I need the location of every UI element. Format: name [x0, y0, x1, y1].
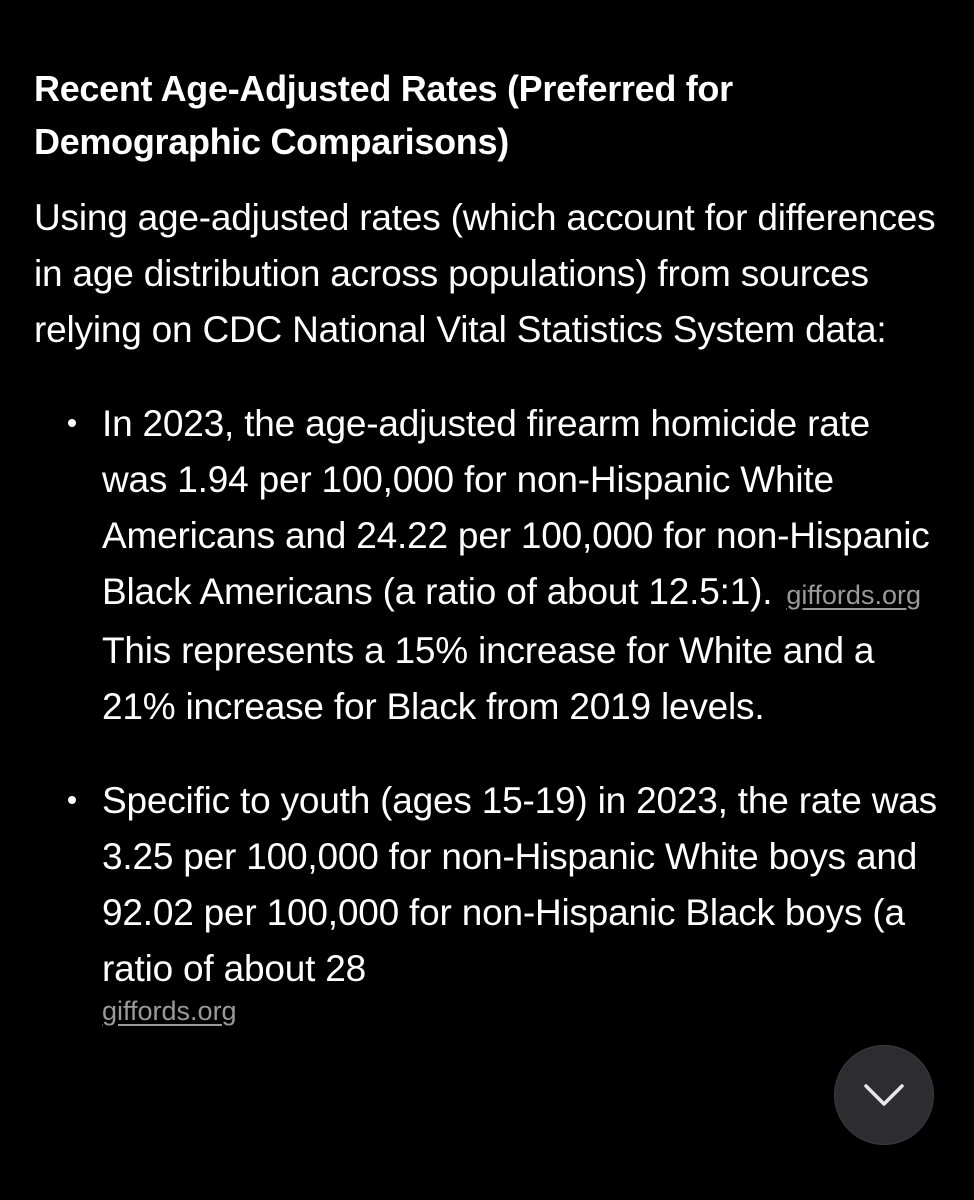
- source-link-giffords[interactable]: giffords.org: [786, 580, 921, 610]
- message-content: [34, 62, 944, 1033]
- scroll-to-bottom-button[interactable]: [834, 1045, 934, 1145]
- chevron-down-icon: [862, 1082, 906, 1108]
- section-heading: Recent Age-Adjusted Rates (Preferred for Demographic Comparisons): [34, 68, 733, 162]
- list-item: [34, 396, 944, 735]
- source-link-giffords[interactable]: giffords.org: [102, 996, 237, 1026]
- bullet-text: In 2023, the age-adjusted firearm homicide rate was 1.94 per 100,000 for non-Hispanic White Americans and 24.22 per 100,000 for non-Hispanic Black Americans (a ratio of about 12.5:1).: [102, 403, 930, 612]
- bullet-text: Specific to youth (ages 15-19) in 2023, the rate was 3.25 per 100,000 for non-Hispanic White boys and 92.02 per 100,000 for non-Hispanic Black boys (a ratio of about 28: [102, 780, 937, 989]
- list-item: [34, 773, 944, 1033]
- bullet-dot: [68, 419, 76, 427]
- bullet-text-continued: This represents a 15% increase for White and a 21% increase for Black from 2019 levels.: [102, 630, 875, 727]
- bullet-dot: [68, 796, 76, 804]
- bullet-list: [34, 396, 944, 1033]
- intro-paragraph: Using age-adjusted rates (which account for differences in age distribution across populations) from sources relying on CDC National Vital Statistics System data:: [34, 197, 936, 350]
